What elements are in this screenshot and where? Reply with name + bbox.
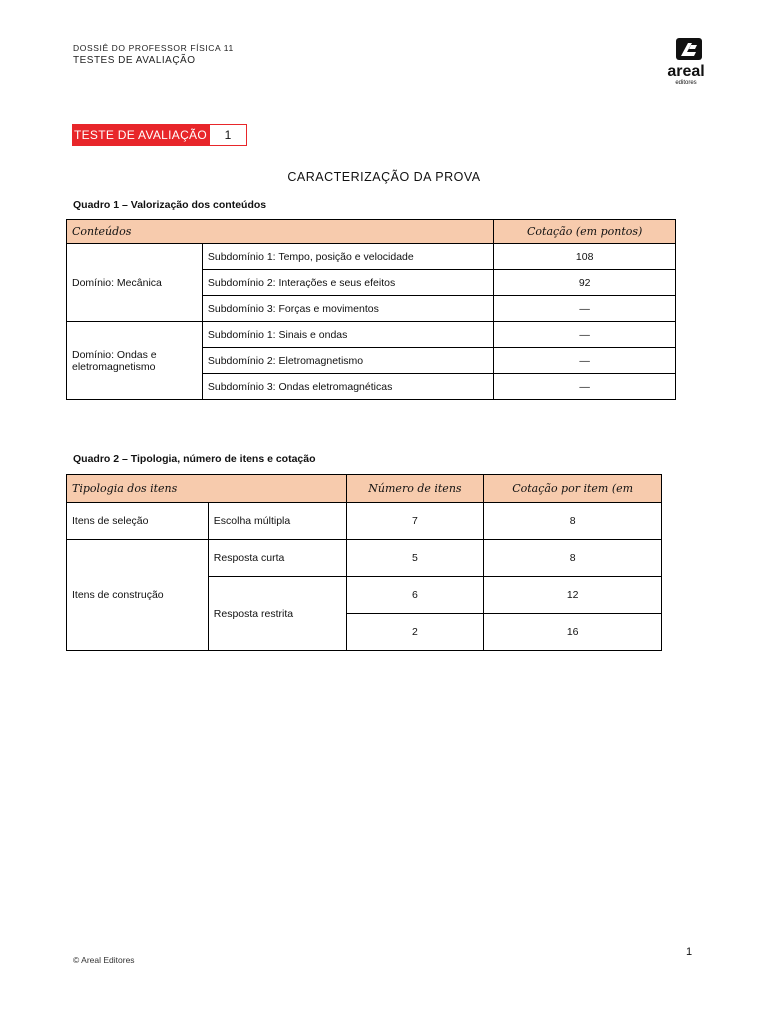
quadro2-table: [66, 474, 662, 651]
header-numero: Número de itens: [346, 475, 484, 503]
subdomain-cell: Subdomínio 3: Ondas eletromagnéticas: [202, 374, 493, 400]
subdomain-cell: Subdomínio 3: Forças e movimentos: [202, 296, 493, 322]
score-cell: —: [494, 374, 676, 400]
score-cell: 16: [484, 614, 662, 651]
test-badge: [72, 124, 247, 146]
type-cell: Itens de seleção: [67, 503, 209, 540]
header-line-2: TESTES DE AVALIAÇÃO: [73, 55, 196, 66]
table-row: [67, 244, 676, 270]
page-number: 1: [686, 946, 693, 958]
score-cell: 12: [484, 577, 662, 614]
test-badge-label: TESTE DE AVALIAÇÃO: [72, 124, 209, 146]
copyright-footer: © Areal Editores: [73, 955, 135, 965]
logo-sub-text: editores: [675, 80, 697, 86]
header-cotacao: Cotação (em pontos): [494, 220, 676, 244]
table-header-row: [67, 475, 662, 503]
subdomain-cell: Subdomínio 2: Eletromagnetismo: [202, 348, 493, 374]
format-cell: Escolha múltipla: [208, 503, 346, 540]
score-cell: 8: [484, 540, 662, 577]
score-cell: 92: [494, 270, 676, 296]
subdomain-cell: Subdomínio 1: Sinais e ondas: [202, 322, 493, 348]
table-row: [67, 322, 676, 348]
score-cell: —: [494, 348, 676, 374]
areal-logo: [656, 36, 716, 88]
header-line-1: DOSSIÊ DO PROFESSOR FÍSICA 11: [73, 43, 234, 53]
table-row: [67, 503, 662, 540]
quadro2-title: Quadro 2 – Tipologia, número de itens e cotação: [73, 453, 316, 465]
format-cell: Resposta curta: [208, 540, 346, 577]
quadro1-title: Quadro 1 – Valorização dos conteúdos: [73, 199, 267, 211]
areal-logo-icon: [656, 36, 716, 88]
subdomain-cell: Subdomínio 2: Interações e seus efeitos: [202, 270, 493, 296]
table-row: [67, 540, 662, 577]
test-badge-number: 1: [209, 124, 247, 146]
count-cell: 2: [346, 614, 484, 651]
count-cell: 5: [346, 540, 484, 577]
logo-brand-text: areal: [667, 63, 705, 80]
count-cell: 6: [346, 577, 484, 614]
subdomain-cell: Subdomínio 1: Tempo, posição e velocidade: [202, 244, 493, 270]
score-cell: 8: [484, 503, 662, 540]
type-cell: Itens de construção: [67, 540, 209, 651]
score-cell: —: [494, 296, 676, 322]
count-cell: 7: [346, 503, 484, 540]
header-tipologia: Tipologia dos itens: [67, 475, 347, 503]
quadro1-table: [66, 219, 676, 400]
table-header-row: [67, 220, 676, 244]
domain-cell: Domínio: Ondas e eletromagnetismo: [67, 322, 203, 400]
domain-cell: Domínio: Mecânica: [67, 244, 203, 322]
format-cell: Resposta restrita: [208, 577, 346, 651]
header-cotacao-item: Cotação por item (em: [484, 475, 662, 503]
header-conteudos: Conteúdos: [67, 220, 494, 244]
score-cell: 108: [494, 244, 676, 270]
score-cell: —: [494, 322, 676, 348]
page-title: CARACTERIZAÇÃO DA PROVA: [287, 170, 481, 184]
